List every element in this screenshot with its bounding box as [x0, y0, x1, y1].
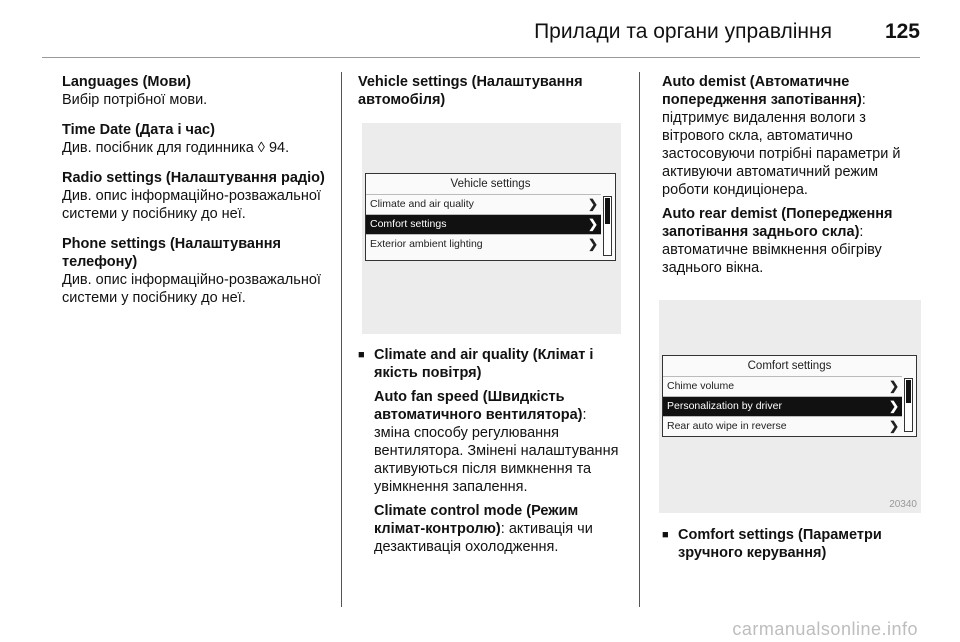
header-divider: [42, 57, 920, 58]
climatemode-text: : активація чи дезактивація охолодження.: [374, 521, 593, 555]
autofan-text: : зміна способу регулювання вентилятора. Змінені налаштування активуються після вимкнення та увімкнення запалення.: [374, 407, 619, 495]
chevron-right-icon: ❯: [587, 237, 598, 251]
phone-heading: Phone settings (Налаштування телефону): [62, 236, 281, 270]
menu-item-comfort: [366, 214, 601, 234]
column-divider-1: [341, 72, 342, 607]
column-3-lower: [662, 526, 924, 568]
chevron-right-icon: ❯: [888, 419, 899, 433]
timedate-text: Див. посібник для годинника ◊ 94.: [62, 140, 290, 156]
menu-item-label: Comfort settings: [370, 218, 447, 230]
scrollbar: [603, 196, 612, 256]
comfort-settings-panel-title: Comfort settings: [747, 360, 832, 372]
vehicle-settings-panel-title: Vehicle settings: [450, 178, 531, 190]
column-divider-2: [639, 72, 640, 607]
column-1: [62, 73, 327, 319]
watermark: carmanualsonline.info: [732, 619, 918, 639]
radio-heading: Radio settings (Налаштування радіо): [62, 170, 325, 186]
languages-heading: Languages (Мови): [62, 74, 191, 90]
menu-item-label: Exterior ambient lighting: [370, 238, 483, 250]
image-number: 20340: [889, 499, 917, 510]
comfort-bullet: ■ Comfort settings (Параметри зручного керування): [662, 526, 924, 562]
timedate-heading: Time Date (Дата і час): [62, 122, 215, 138]
demist-text: : підтримує видалення вологи з вітрового скла, автоматично застосовуючи потрібні параметри й активуючи автоматичний режим роботи кондиціонера.: [662, 92, 901, 198]
climatemode-heading: Climate control mode (Режим клімат-контролю): [374, 503, 579, 537]
scrollbar-thumb: [906, 380, 911, 403]
comfort-settings-panel: [662, 355, 917, 437]
languages-text: Вибір потрібної мови.: [62, 92, 208, 108]
scrollbar: [904, 378, 913, 432]
vehicle-settings-panel: [365, 173, 616, 261]
menu-item-exterior-lighting: [366, 234, 601, 254]
menu-item-label: Rear auto wipe in reverse: [667, 420, 787, 432]
reardemist-text: : автоматичне ввімкнення обігріву заднього вікна.: [662, 224, 882, 276]
column-2: [358, 73, 626, 109]
chevron-right-icon: ❯: [888, 399, 899, 413]
menu-item-personalization: [663, 396, 902, 416]
menu-item-label: Personalization by driver: [667, 400, 782, 412]
menu-item-chime-volume: [663, 376, 902, 396]
vehicle-settings-heading: Vehicle settings (Налаштування автомобіля): [358, 74, 583, 108]
autofan-heading: Auto fan speed (Швидкість автоматичного вентилятора): [374, 389, 583, 423]
reardemist-heading: Auto rear demist (Попередження запотівання заднього скла): [662, 206, 893, 240]
chevron-right-icon: ❯: [587, 217, 598, 231]
vehicle-settings-screenshot: [362, 123, 621, 334]
comfort-settings-screenshot: [659, 300, 921, 513]
climate-bullet: ■ Climate and air quality (Клімат і якість повітря): [358, 346, 626, 382]
chevron-right-icon: ❯: [888, 379, 899, 393]
menu-item-label: Chime volume: [667, 380, 735, 392]
menu-item-rear-wipe: [663, 416, 902, 436]
column-2-lower: [358, 346, 626, 562]
column-3: [662, 73, 924, 283]
scrollbar-thumb: [605, 198, 610, 224]
page-header-title: Прилади та органи управління: [534, 20, 832, 43]
chevron-right-icon: ❯: [587, 197, 598, 211]
radio-text: Див. опис інформаційно-розважальної системи у посібнику до неї.: [62, 188, 321, 222]
phone-text: Див. опис інформаційно-розважальної системи у посібнику до неї.: [62, 272, 321, 306]
demist-heading: Auto demist (Автоматичне попередження запотівання): [662, 74, 862, 108]
page-number: 125: [884, 20, 920, 43]
menu-item-label: Climate and air quality: [370, 198, 474, 210]
menu-item-climate: [366, 194, 601, 214]
